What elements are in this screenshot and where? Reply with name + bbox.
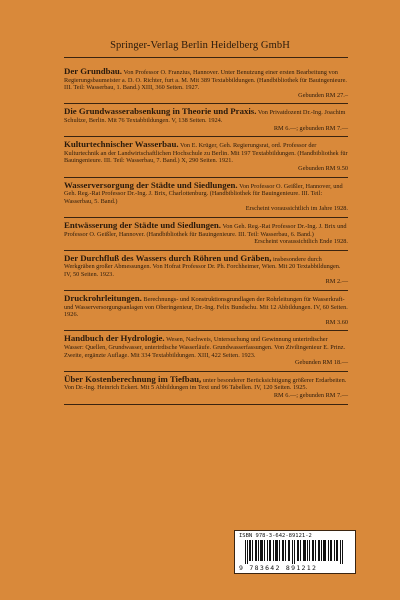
book-title: Druckrohrleitungen. <box>64 293 142 304</box>
book-title: Die Grundwasserabsenkung in Theorie und Praxis. <box>64 106 257 117</box>
book-entry <box>64 137 348 177</box>
barcode-icon <box>245 540 345 564</box>
book-description: Von E. Krüger, Geh. Regierungsrat, ord. Professor der Kulturtechnik an der Landwirtschaftlichen Hochschule zu Berlin. Mit 197 Textabbildungen. (Handbibliothek für Bauingenieure. III. Teil: Wasserbau, 7. Band.) X, 290 Seiten. 1921. <box>64 142 348 165</box>
book-description: Von Professor O. Franzius, Hannover. Unter Benutzung einer ersten Bearbeitung von Regierungsbaumeister a. D. O. Richter, furt a. M. Mit 389 Textabbildungen. (Handbibliothek für Bauingenieure. III. Teil: Wasserbau, 1. Band.) XIII, 360 Seiten. 1927. <box>64 69 348 92</box>
book-description: Von Geh. Reg.-Rat Professor Dr.-Ing. J. Brix und Professor O. Geißler, Hannover. (Handbibliothek für Bauingenieure. III. Teil: Wasserbau, 6. Band.) <box>64 222 347 238</box>
book-entry <box>64 178 348 218</box>
book-description: Von Professor O. Geißler, Hannover, und Geh. Reg.-Rat Professor Dr.-Ing. J. Brix, Charlottenburg. (Handbibliothek für Bauingenieure. III. Teil: Wasserbau, 5. Band.) <box>64 182 343 205</box>
barcode-panel <box>234 530 356 574</box>
book-price: RM 6.—; gebunden RM 7.— <box>273 392 348 399</box>
book-price: RM 2.— <box>325 278 348 286</box>
book-price: Gebunden RM 18.— <box>295 359 348 367</box>
book-title: Handbuch der Hydrologie. <box>64 333 165 344</box>
book-title: Über Kostenberechnung im Tiefbau, <box>64 373 202 384</box>
book-entry <box>64 331 348 371</box>
isbn-label: ISBN 978-3-642-89121-2 <box>239 533 312 539</box>
book-price: RM 3.60 <box>325 318 348 326</box>
book-price: RM 6.—; gebunden RM 7.— <box>273 124 348 132</box>
book-price: Gebunden RM 27.– <box>298 91 348 99</box>
book-entry <box>64 291 348 331</box>
book-description: Berechnungs- und Konstruktionsgrundlagen der Rohrleitungen für Wasserkraft- und Wasserversorgungsanlagen von Oberingenieur, Dr.-Ing. Felix Bundschu. Mit 12 Abbildungen. IV, 60 Seiten. 1926. <box>64 296 348 319</box>
book-entry <box>64 64 348 104</box>
book-price: Gebunden RM 9.50 <box>298 164 348 172</box>
publisher-name: Springer-Verlag Berlin Heidelberg GmbH <box>110 40 290 51</box>
barcode-digits: 9 783642 891212 <box>239 564 318 572</box>
book-title: Der Durchfluß des Wassers durch Röhren und Gräben, <box>64 252 272 263</box>
book-title: Der Grundbau. <box>64 66 123 76</box>
book-list <box>64 64 348 405</box>
book-description: Wesen, Nachweis, Untersuchung und Gewinnung unterirdischer Wasser: Quellen, Grundwasser, unterirdische Wasserläufe. Grundwasserfassungen. Von Zivilingenieur E. Prinz. Zweite, ergänzte Auflage. Mit 334 Textabbildungen. XIII, 422 Seiten. 1923. <box>64 336 346 359</box>
book-entry <box>64 372 348 405</box>
book-title: Kulturtechnischer Wasserbau. <box>64 139 179 150</box>
book-price: Erscheint voraussichtlich im Jahre 1928. <box>245 205 348 213</box>
book-price: Erscheint voraussichtlich Ende 1928. <box>254 238 348 246</box>
book-description: Von Privatdozent Dr.-Ing. Joachim Schultze, Berlin. Mit 76 Textabbildungen. V, 138 Seiten. 1924. <box>64 109 346 124</box>
book-entry <box>64 218 348 251</box>
book-description: insbesondere durch Werkgräben großer Abmessungen. Von Hofrat Professor Dr. Ph. Forchheimer, Wien. Mit 20 Textabbildungen. IV, 50 Seiten. 1923. <box>64 255 341 278</box>
book-description: unter besonderer Berücksichtigung größerer Erdarbeiten. Von Dr.-Ing. Heinrich Eckert. Mit 5 Abbildungen im Text und 96 Tabellen. IV, 120 Seiten. 1925. <box>64 376 347 392</box>
book-title: Wasserversorgung der Städte und Siedlungen. <box>64 179 238 190</box>
book-entry <box>64 104 348 137</box>
book-title: Entwässerung der Städte und Siedlungen. <box>64 219 221 230</box>
top-rule <box>64 57 348 58</box>
book-entry <box>64 251 348 291</box>
